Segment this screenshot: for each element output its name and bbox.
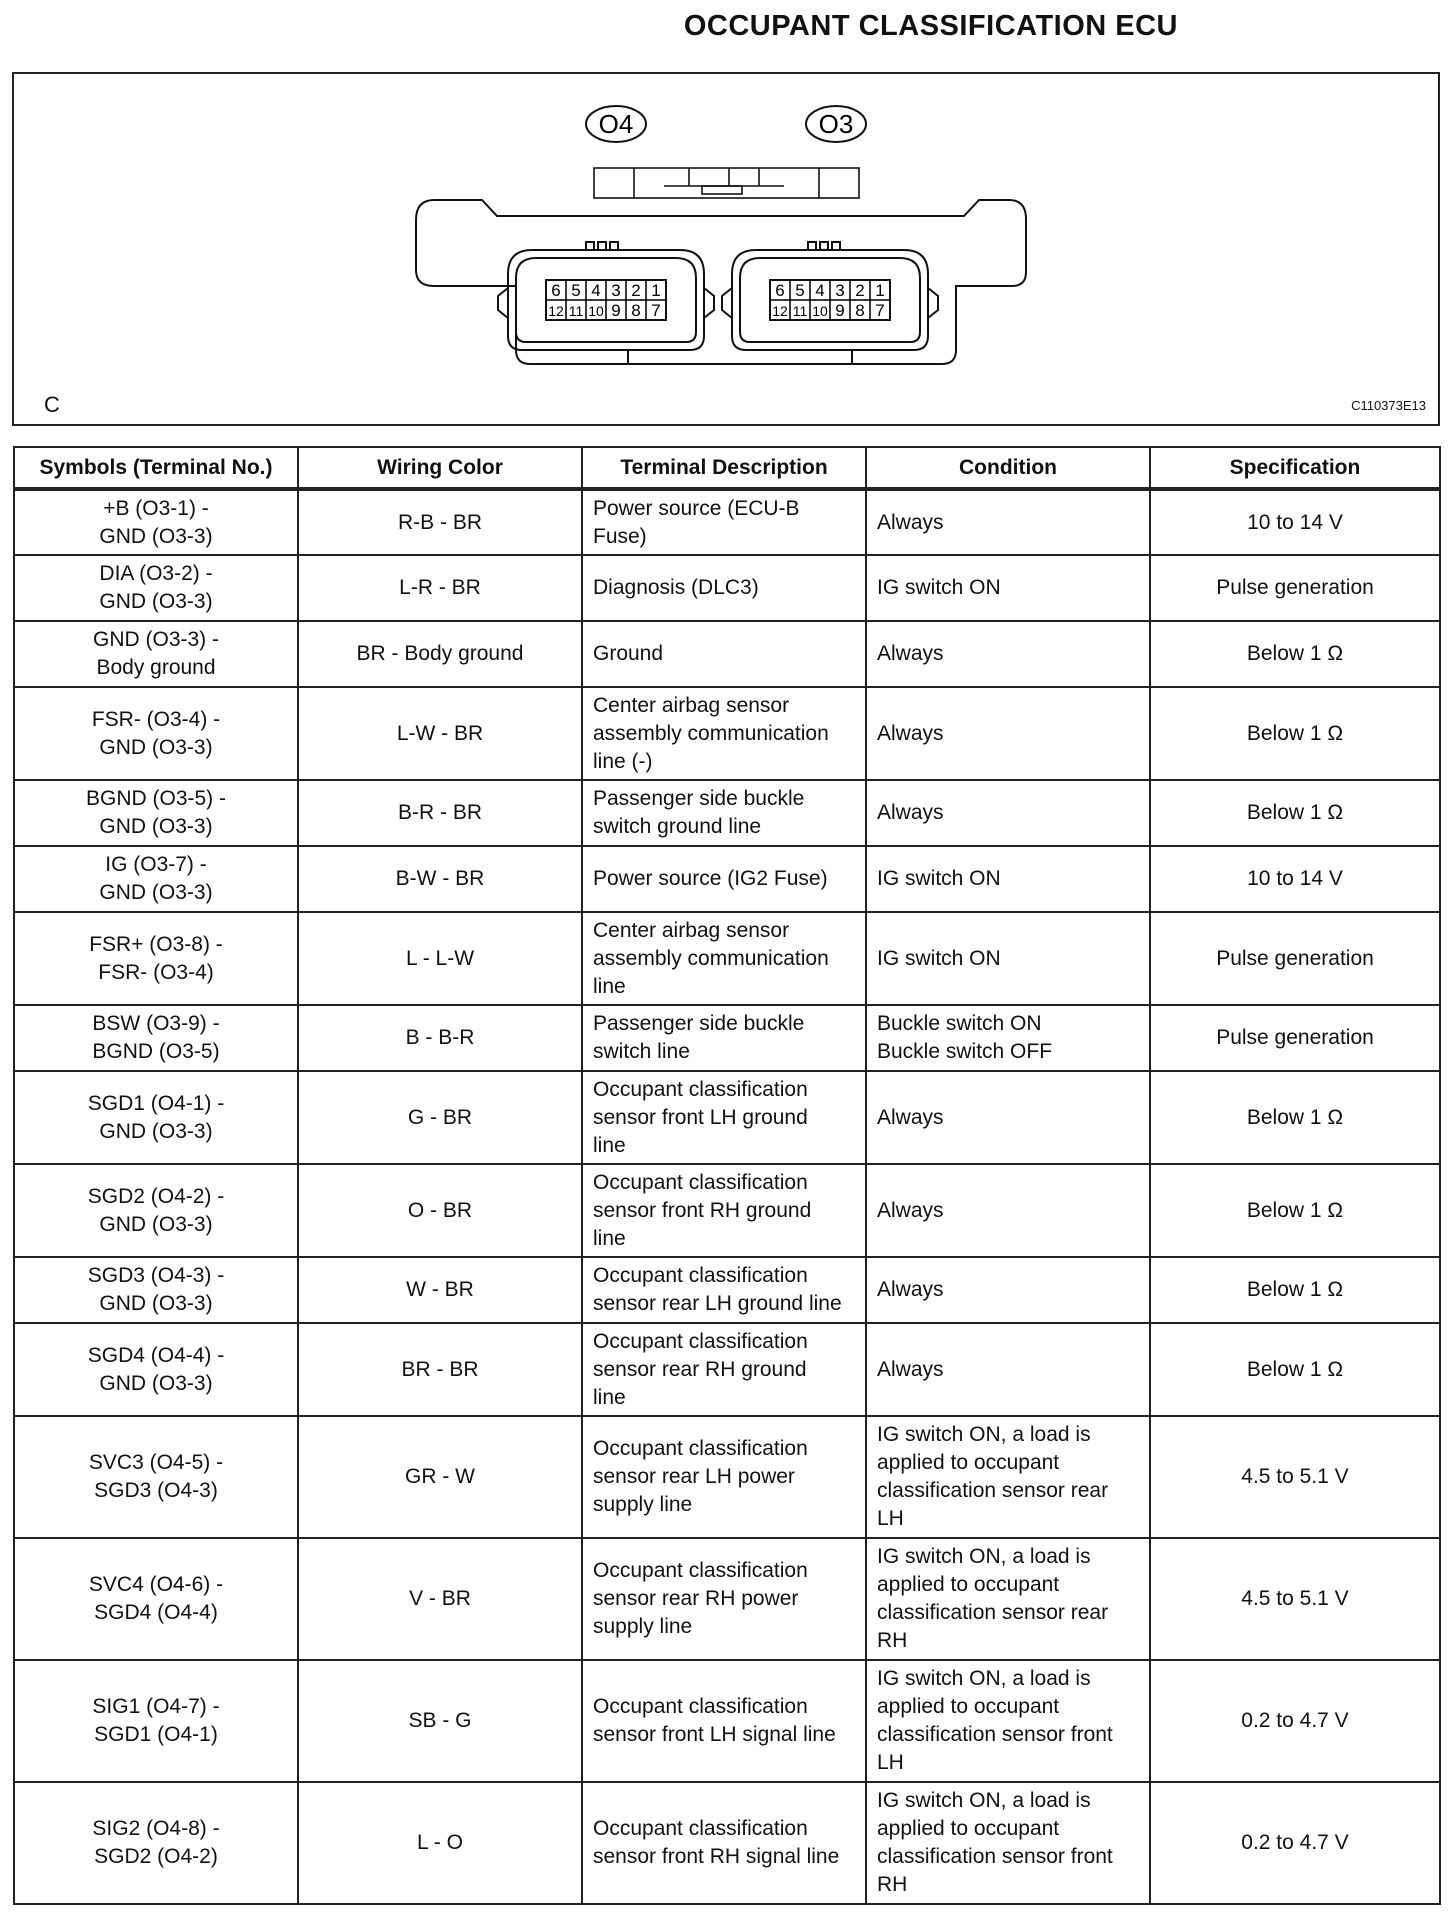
wiring-color-cell: L - O bbox=[298, 1782, 582, 1904]
symbols-cell-line: BSW (O3-9) - bbox=[92, 1012, 220, 1035]
symbols-cell bbox=[14, 1323, 298, 1416]
condition-cell-line: applied to occupant bbox=[877, 1451, 1060, 1474]
terminal-pin-number: 6 bbox=[551, 281, 561, 300]
terminal-description-cell bbox=[582, 1782, 866, 1904]
symbols-cell-line: GND (O3-3) bbox=[99, 524, 213, 548]
terminal-description-cell-line: Occupant classification bbox=[593, 1437, 808, 1460]
specification-cell: 10 to 14 V bbox=[1150, 846, 1440, 912]
terminal-pin-number: 10 bbox=[812, 303, 828, 319]
terminal-pin-number: 12 bbox=[548, 303, 564, 319]
terminal-description-cell-line: assembly communication bbox=[593, 721, 829, 745]
condition-cell bbox=[866, 912, 1150, 1005]
condition-cell bbox=[866, 780, 1150, 846]
specification-cell: Below 1 Ω bbox=[1150, 1257, 1440, 1323]
terminal-description-cell bbox=[582, 1323, 866, 1416]
terminal-description-cell bbox=[582, 1538, 866, 1660]
condition-cell-line: classification sensor rear bbox=[877, 1601, 1109, 1624]
wiring-color-cell: W - BR bbox=[298, 1257, 582, 1323]
condition-cell-line: Buckle switch ON bbox=[877, 1012, 1042, 1035]
condition-cell bbox=[866, 1660, 1150, 1782]
condition-cell-line: applied to occupant bbox=[877, 1573, 1060, 1596]
condition-cell-line: IG switch ON, a load is bbox=[877, 1789, 1091, 1812]
symbols-cell-line: FSR- (O3-4) bbox=[98, 960, 214, 984]
condition-cell-line: LH bbox=[877, 1507, 904, 1530]
table-row bbox=[14, 489, 1440, 555]
terminal-description-cell bbox=[582, 1660, 866, 1782]
specification-cell: Pulse generation bbox=[1150, 555, 1440, 621]
header-specification: Specification bbox=[1150, 447, 1440, 489]
terminal-description-cell bbox=[582, 1257, 866, 1323]
table-row bbox=[14, 687, 1440, 780]
ecu-connector-illustration bbox=[14, 74, 1438, 424]
symbols-cell bbox=[14, 1416, 298, 1538]
condition-cell bbox=[866, 687, 1150, 780]
table-row bbox=[14, 1538, 1440, 1660]
connector-diagram bbox=[12, 72, 1440, 426]
terminal-pin-number: 10 bbox=[588, 303, 604, 319]
symbols-cell bbox=[14, 621, 298, 687]
wiring-color-cell: O - BR bbox=[298, 1164, 582, 1257]
terminal-pin-number: 5 bbox=[571, 281, 581, 300]
terminal-pin-number: 2 bbox=[631, 281, 641, 300]
terminal-description-cell-line: Occupant classification bbox=[593, 1077, 808, 1101]
condition-cell-line: Always bbox=[877, 801, 944, 824]
wiring-color-cell: G - BR bbox=[298, 1071, 582, 1164]
condition-cell-line: LH bbox=[877, 1751, 904, 1774]
terminal-description-cell-line: Occupant classification bbox=[593, 1329, 808, 1353]
figure-letter: C bbox=[44, 392, 60, 417]
specification-cell: 4.5 to 5.1 V bbox=[1150, 1416, 1440, 1538]
table-row bbox=[14, 1660, 1440, 1782]
condition-cell bbox=[866, 489, 1150, 555]
symbols-cell-line: GND (O3-3) bbox=[99, 1292, 213, 1315]
symbols-cell-line: GND (O3-3) bbox=[99, 1119, 213, 1143]
specification-cell: Below 1 Ω bbox=[1150, 1164, 1440, 1257]
terminal-description-cell-line: sensor front LH signal line bbox=[593, 1723, 836, 1746]
condition-cell bbox=[866, 555, 1150, 621]
wiring-color-cell: BR - Body ground bbox=[298, 621, 582, 687]
symbols-cell-line: DIA (O3-2) - bbox=[99, 562, 213, 585]
condition-cell-line: Always bbox=[877, 1357, 944, 1381]
condition-cell-line: Always bbox=[877, 1105, 944, 1129]
condition-cell-line: applied to occupant bbox=[877, 1695, 1060, 1718]
condition-cell-line: classification sensor front bbox=[877, 1723, 1113, 1746]
figure-code: C110373E13 bbox=[1351, 398, 1426, 413]
symbols-cell bbox=[14, 1257, 298, 1323]
terminal-pin-number: 3 bbox=[611, 281, 621, 300]
specification-cell: Below 1 Ω bbox=[1150, 1323, 1440, 1416]
condition-cell-line: IG switch ON, a load is bbox=[877, 1423, 1091, 1446]
symbols-cell-line: GND (O3-3) bbox=[99, 815, 213, 838]
terminal-description-cell-line: Power source (ECU-B bbox=[593, 496, 800, 520]
terminal-pin-number: 8 bbox=[631, 301, 641, 320]
wiring-color-cell: L - L-W bbox=[298, 912, 582, 1005]
specification-cell: 10 to 14 V bbox=[1150, 489, 1440, 555]
header-condition: Condition bbox=[866, 447, 1150, 489]
terminal-pin-number: 1 bbox=[651, 281, 661, 300]
condition-cell-line: IG switch ON bbox=[877, 946, 1001, 970]
symbols-cell bbox=[14, 1071, 298, 1164]
symbols-cell bbox=[14, 489, 298, 555]
table-row bbox=[14, 780, 1440, 846]
condition-cell-line: Buckle switch OFF bbox=[877, 1040, 1053, 1063]
terminal-description-cell bbox=[582, 1164, 866, 1257]
symbols-cell-line: GND (O3-3) bbox=[99, 1212, 213, 1236]
specification-cell: Pulse generation bbox=[1150, 912, 1440, 1005]
condition-cell bbox=[866, 1164, 1150, 1257]
table-row bbox=[14, 1323, 1440, 1416]
wiring-color-cell: V - BR bbox=[298, 1538, 582, 1660]
terminal-description-cell bbox=[582, 846, 866, 912]
terminal-description-cell-line: Occupant classification bbox=[593, 1170, 808, 1194]
symbols-cell-line: Body ground bbox=[96, 656, 216, 679]
terminal-pin-number: 11 bbox=[568, 303, 584, 319]
terminal-pin-number: 11 bbox=[792, 303, 808, 319]
terminal-description-cell-line: sensor rear LH ground line bbox=[593, 1292, 842, 1315]
condition-cell bbox=[866, 1005, 1150, 1071]
symbols-cell bbox=[14, 1538, 298, 1660]
symbols-cell bbox=[14, 1164, 298, 1257]
symbols-cell-line: SGD1 (O4-1) bbox=[94, 1723, 218, 1746]
terminal-pin-number: 9 bbox=[835, 301, 845, 320]
terminal-description-cell-line: supply line bbox=[593, 1493, 693, 1516]
terminal-description-cell-line: switch ground line bbox=[593, 815, 762, 838]
terminal-description-cell bbox=[582, 912, 866, 1005]
condition-cell bbox=[866, 1782, 1150, 1904]
condition-cell-line: Always bbox=[877, 721, 944, 745]
wiring-color-cell: B-R - BR bbox=[298, 780, 582, 846]
table-row bbox=[14, 912, 1440, 1005]
condition-cell-line: Always bbox=[877, 510, 944, 534]
terminal-description-cell bbox=[582, 489, 866, 555]
header-symbols: Symbols (Terminal No.) bbox=[14, 447, 298, 489]
terminal-description-cell bbox=[582, 621, 866, 687]
condition-cell-line: classification sensor rear bbox=[877, 1479, 1109, 1502]
terminal-description-cell-line: supply line bbox=[593, 1615, 693, 1638]
table-row bbox=[14, 1257, 1440, 1323]
specification-cell: 4.5 to 5.1 V bbox=[1150, 1538, 1440, 1660]
symbols-cell bbox=[14, 1660, 298, 1782]
terminal-description-cell-line: sensor rear RH power bbox=[593, 1587, 799, 1610]
terminal-pin-number: 1 bbox=[875, 281, 885, 300]
symbols-cell bbox=[14, 1782, 298, 1904]
terminal-spec-table bbox=[13, 446, 1441, 1905]
page-title: OCCUPANT CLASSIFICATION ECU bbox=[683, 10, 1178, 42]
condition-cell bbox=[866, 1538, 1150, 1660]
terminal-description-cell bbox=[582, 1071, 866, 1164]
condition-cell-line: IG switch ON bbox=[877, 867, 1001, 890]
symbols-cell-line: SGD4 (O4-4) - bbox=[87, 1343, 225, 1367]
terminal-description-cell-line: line bbox=[593, 1385, 626, 1409]
wiring-color-cell: L-R - BR bbox=[298, 555, 582, 621]
condition-cell bbox=[866, 621, 1150, 687]
terminal-description-cell-line: Occupant classification bbox=[593, 1264, 808, 1287]
terminal-description-cell bbox=[582, 687, 866, 780]
symbols-cell bbox=[14, 780, 298, 846]
symbols-cell-line: GND (O3-3) bbox=[99, 590, 213, 613]
wiring-color-cell: B - B-R bbox=[298, 1005, 582, 1071]
terminal-pin-number: 7 bbox=[875, 301, 885, 320]
table-row bbox=[14, 1071, 1440, 1164]
terminal-description-cell-line: assembly communication bbox=[593, 946, 829, 970]
symbols-cell-line: BGND (O3-5) - bbox=[85, 787, 226, 810]
condition-cell bbox=[866, 846, 1150, 912]
table-row bbox=[14, 1005, 1440, 1071]
condition-cell-line: RH bbox=[877, 1629, 908, 1652]
terminal-description-cell-line: sensor front LH ground bbox=[593, 1105, 808, 1129]
terminal-description-cell-line: Occupant classification bbox=[593, 1559, 808, 1582]
terminal-description-cell bbox=[582, 780, 866, 846]
connector-label-o3 bbox=[806, 106, 866, 142]
header-terminal-description: Terminal Description bbox=[582, 447, 866, 489]
connector-label-o3-text: O3 bbox=[818, 109, 854, 139]
terminal-pin-number: 7 bbox=[651, 301, 661, 320]
wiring-color-cell: BR - BR bbox=[298, 1323, 582, 1416]
symbols-cell-line: FSR+ (O3-8) - bbox=[89, 932, 223, 956]
condition-cell-line: Always bbox=[877, 1278, 944, 1301]
terminal-pin-number: 2 bbox=[855, 281, 865, 300]
condition-cell bbox=[866, 1071, 1150, 1164]
symbols-cell-line: +B (O3-1) - bbox=[103, 496, 209, 520]
symbols-cell-line: FSR- (O3-4) - bbox=[91, 707, 221, 731]
terminal-pin-number: 4 bbox=[591, 281, 601, 300]
terminal-description-cell-line: Center airbag sensor bbox=[593, 693, 790, 717]
symbols-cell-line: GND (O3-3) bbox=[99, 881, 213, 904]
symbols-cell-line: SVC4 (O4-6) - bbox=[88, 1573, 224, 1596]
symbols-cell-line: GND (O3-3) - bbox=[93, 628, 219, 651]
ecu-bottom-tabs bbox=[628, 350, 852, 364]
symbols-cell-line: SGD3 (O4-3) bbox=[94, 1479, 218, 1502]
terminal-pin-number: 9 bbox=[611, 301, 621, 320]
symbols-cell-line: GND (O3-3) bbox=[99, 1371, 213, 1395]
specification-cell: 0.2 to 4.7 V bbox=[1150, 1782, 1440, 1904]
header-wiring-color: Wiring Color bbox=[298, 447, 582, 489]
terminal-description-cell-line: line (-) bbox=[593, 749, 653, 773]
terminal-description-cell-line: Diagnosis (DLC3) bbox=[593, 576, 759, 599]
wiring-color-cell: R-B - BR bbox=[298, 489, 582, 555]
terminal-description-cell bbox=[582, 1416, 866, 1538]
table-row bbox=[14, 621, 1440, 687]
terminal-description-cell-line: Center airbag sensor bbox=[593, 918, 790, 942]
table-row bbox=[14, 1782, 1440, 1904]
specification-cell: 0.2 to 4.7 V bbox=[1150, 1660, 1440, 1782]
condition-cell-line: IG switch ON bbox=[877, 576, 1001, 599]
ecu-top-latch bbox=[594, 168, 859, 198]
terminal-pin-number: 12 bbox=[772, 303, 788, 319]
table-row bbox=[14, 1164, 1440, 1257]
specification-cell: Below 1 Ω bbox=[1150, 780, 1440, 846]
symbols-cell-line: SGD2 (O4-2) bbox=[94, 1845, 218, 1868]
terminal-pin-number: 3 bbox=[835, 281, 845, 300]
table-row bbox=[14, 555, 1440, 621]
terminal-pin-number: 4 bbox=[815, 281, 825, 300]
symbols-cell bbox=[14, 1005, 298, 1071]
terminal-description-cell-line: Ground bbox=[593, 642, 664, 665]
terminal-description-cell-line: sensor front RH signal line bbox=[593, 1845, 840, 1868]
symbols-cell-line: GND (O3-3) bbox=[99, 735, 213, 759]
specification-cell: Pulse generation bbox=[1150, 1005, 1440, 1071]
table-row bbox=[14, 846, 1440, 912]
symbols-cell-line: SGD1 (O4-1) - bbox=[87, 1091, 225, 1115]
symbols-cell-line: SVC3 (O4-5) - bbox=[88, 1451, 224, 1474]
condition-cell-line: IG switch ON, a load is bbox=[877, 1545, 1091, 1568]
wiring-color-cell: GR - W bbox=[298, 1416, 582, 1538]
specification-cell: Below 1 Ω bbox=[1150, 687, 1440, 780]
symbols-cell-line: SIG2 (O4-8) - bbox=[92, 1817, 220, 1840]
table-row bbox=[14, 1416, 1440, 1538]
connector-label-o4-text: O4 bbox=[598, 109, 634, 139]
terminal-description-cell-line: Power source (IG2 Fuse) bbox=[593, 867, 828, 890]
terminal-description-cell-line: line bbox=[593, 1133, 626, 1157]
condition-cell-line: RH bbox=[877, 1873, 908, 1896]
terminal-pin-number: 6 bbox=[775, 281, 785, 300]
terminal-description-cell-line: Passenger side buckle bbox=[593, 787, 805, 810]
terminal-description-cell-line: line bbox=[593, 974, 626, 998]
condition-cell-line: IG switch ON, a load is bbox=[877, 1667, 1091, 1690]
terminal-description-cell-line: Occupant classification bbox=[593, 1695, 808, 1718]
terminal-description-cell-line: Fuse) bbox=[593, 524, 647, 548]
wiring-color-cell: B-W - BR bbox=[298, 846, 582, 912]
symbols-cell bbox=[14, 846, 298, 912]
connector-label-o4 bbox=[586, 106, 646, 142]
terminal-pin-number: 8 bbox=[855, 301, 865, 320]
symbols-cell-line: SGD2 (O4-2) - bbox=[87, 1184, 225, 1208]
specification-cell: Below 1 Ω bbox=[1150, 621, 1440, 687]
wiring-color-cell: L-W - BR bbox=[298, 687, 582, 780]
specification-cell: Below 1 Ω bbox=[1150, 1071, 1440, 1164]
condition-cell bbox=[866, 1257, 1150, 1323]
condition-cell bbox=[866, 1323, 1150, 1416]
terminal-pin-grid bbox=[546, 280, 890, 320]
condition-cell-line: Always bbox=[877, 1198, 944, 1222]
terminal-description-cell-line: sensor rear LH power bbox=[593, 1465, 795, 1488]
terminal-description-cell bbox=[582, 1005, 866, 1071]
condition-cell-line: classification sensor front bbox=[877, 1845, 1113, 1868]
table-header-row bbox=[14, 447, 1440, 489]
terminal-description-cell-line: switch line bbox=[593, 1040, 690, 1063]
terminal-description-cell bbox=[582, 555, 866, 621]
symbols-cell-line: SGD3 (O4-3) - bbox=[87, 1264, 225, 1287]
condition-cell-line: applied to occupant bbox=[877, 1817, 1060, 1840]
symbols-cell bbox=[14, 555, 298, 621]
wiring-color-cell: SB - G bbox=[298, 1660, 582, 1782]
terminal-description-cell-line: Passenger side buckle bbox=[593, 1012, 805, 1035]
terminal-pin-number: 5 bbox=[795, 281, 805, 300]
symbols-cell-line: IG (O3-7) - bbox=[105, 853, 207, 876]
table-body bbox=[14, 489, 1440, 1904]
terminal-description-cell-line: sensor rear RH ground bbox=[593, 1357, 807, 1381]
symbols-cell-line: SGD4 (O4-4) bbox=[94, 1601, 218, 1624]
terminal-description-cell-line: Occupant classification bbox=[593, 1817, 808, 1840]
terminal-description-cell-line: line bbox=[593, 1226, 626, 1250]
terminal-description-cell-line: sensor front RH ground bbox=[593, 1198, 812, 1222]
symbols-cell-line: SIG1 (O4-7) - bbox=[92, 1695, 220, 1718]
symbols-cell-line: BGND (O3-5) bbox=[92, 1040, 220, 1063]
condition-cell bbox=[866, 1416, 1150, 1538]
symbols-cell bbox=[14, 912, 298, 1005]
symbols-cell bbox=[14, 687, 298, 780]
condition-cell-line: Always bbox=[877, 642, 944, 665]
